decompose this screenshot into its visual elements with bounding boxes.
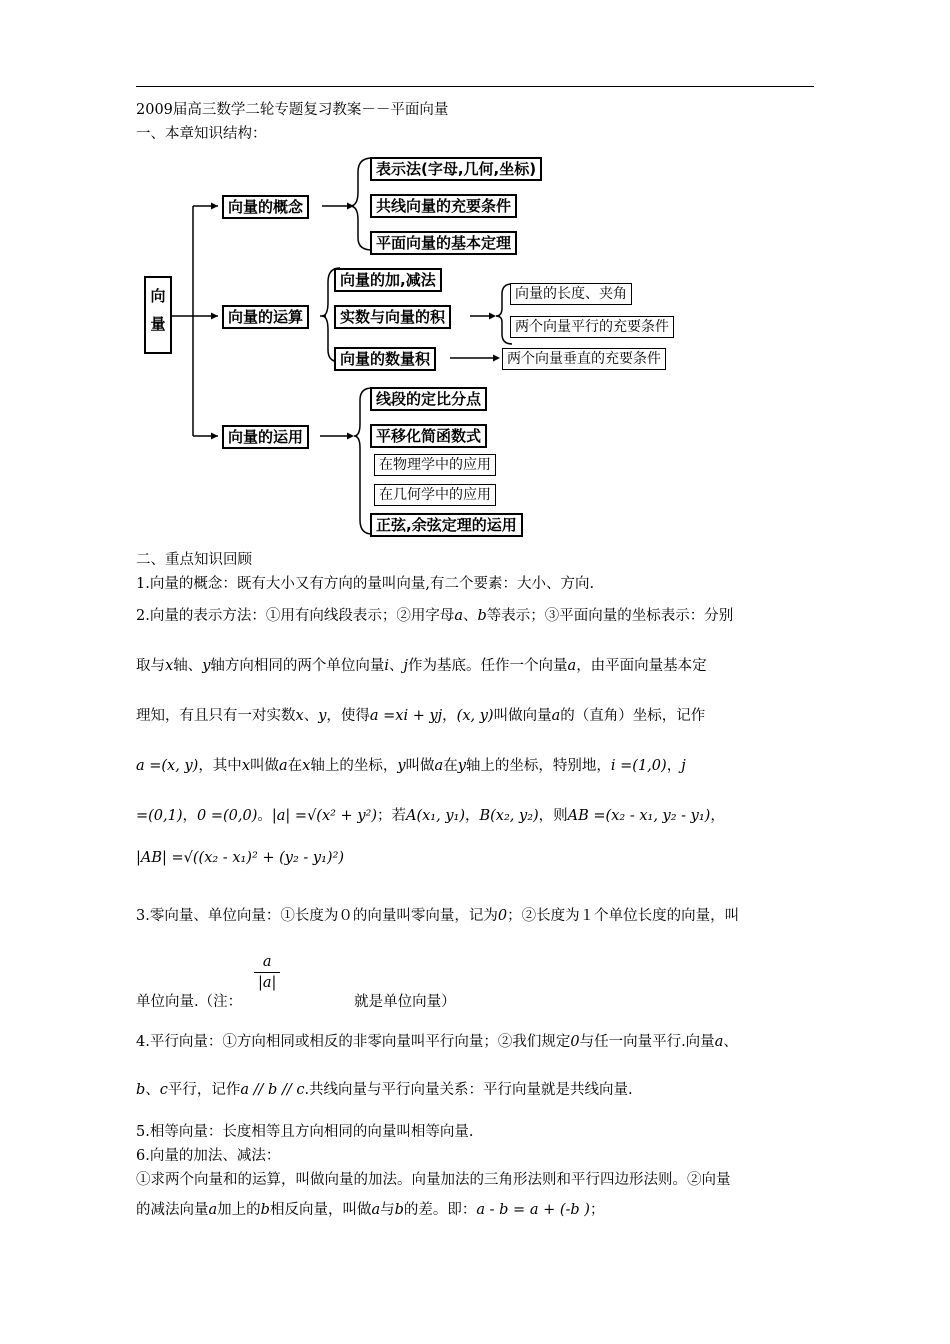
node-add-subtract: 向量的加,减法 — [334, 268, 442, 292]
knowledge-structure-connectors — [0, 0, 950, 560]
section-heading-review: 二、重点知识回顾 — [136, 552, 252, 568]
paragraph-7-line-2: 的减法向量a加上的b相反向量，叫做a与b的差。即：a - b = a + (-b )； — [136, 1202, 605, 1218]
paragraph-4-line-1: 4.平行向量：①方向相同或相反的非零向量叫平行向量；②我们规定0与任一向量平行.向量a、 — [136, 1034, 738, 1050]
paragraph-2-line-3: 理知，有且只有一对实数x、y，使得a =xi + yj，(x, y)叫做向量a的（直角）坐标，记作 — [136, 708, 706, 724]
unit-vector-fraction: $\frac{a}{|a|}$ — [254, 952, 280, 993]
document-title: 2009届高三数学二轮专题复习教案－－平面向量 — [136, 102, 449, 118]
paragraph-2-line-2: 取与x轴、y轴方向相同的两个单位向量i、j作为基底。任作一个向量a，由平面向量基本定 — [136, 658, 707, 674]
node-division-point: 线段的定比分点 — [370, 387, 487, 411]
node-vector-application: 向量的运用 — [222, 425, 309, 449]
paragraph-1: 1.向量的概念：既有大小又有方向的量叫向量,有二个要素：大小、方向. — [136, 576, 595, 592]
node-length-angle: 向量的长度、夹角 — [510, 283, 632, 305]
paragraph-2-line-4: a =(x, y)，其中x叫做a在x轴上的坐标，y叫做a在y轴上的坐标，特别地，i =(1,0)，j — [136, 758, 686, 774]
node-vector-operation: 向量的运算 — [222, 305, 309, 329]
paragraph-3-line-1: 3.零向量、单位向量：①长度为０的向量叫零向量，记为0；②长度为１个单位长度的向量，叫 — [136, 908, 740, 924]
paragraph-4-line-2: b、c平行，记作a // b // c.共线向量与平行向量关系：平行向量就是共线向量. — [136, 1082, 633, 1098]
node-sine-cosine: 正弦,余弦定理的运用 — [370, 513, 523, 537]
paragraph-7-line-1: ①求两个向量和的运算，叫做向量的加法。向量加法的三角形法则和平行四边形法则。②向量 — [136, 1172, 731, 1188]
root-node-vector: 向量 — [144, 276, 172, 354]
node-scalar-product: 实数与向量的积 — [334, 305, 451, 329]
paragraph-2-line-6: |AB| =√((x₂ - x₁)² + (y₂ - y₁)²) — [136, 850, 345, 866]
paragraph-2-line-5: =(0,1)，0 =(0,0)。|a| =√(x² + y²)；若A(x₁, y₁)，B(x₂, y₂)，则AB =(x₂ - x₁, y₂ - y₁)， — [136, 808, 725, 824]
node-physics-application: 在物理学中的应用 — [374, 454, 496, 476]
node-dot-product: 向量的数量积 — [334, 347, 436, 371]
paragraph-3-line-2: 单位向量.（注： 就是单位向量） — [136, 994, 456, 1010]
node-representation: 表示法(字母,几何,坐标) — [370, 157, 542, 181]
node-collinear-condition: 共线向量的充要条件 — [370, 194, 517, 218]
node-geometry-application: 在几何学中的应用 — [374, 484, 496, 506]
paragraph-5: 5.相等向量：长度相等且方向相同的向量叫相等向量. — [136, 1124, 474, 1140]
node-parallel-condition: 两个向量平行的充要条件 — [510, 316, 674, 338]
paragraph-2-line-1: 2.向量的表示方法：①用有向线段表示；②用字母a、b等表示；③平面向量的坐标表示：分别 — [136, 608, 734, 624]
section-heading-structure: 一、本章知识结构： — [136, 126, 267, 142]
paragraph-6: 6.向量的加法、减法： — [136, 1148, 281, 1164]
node-basic-theorem: 平面向量的基本定理 — [370, 231, 517, 255]
node-translation: 平移化简函数式 — [370, 424, 487, 448]
node-perpendicular-condition: 两个向量垂直的充要条件 — [502, 348, 666, 370]
node-vector-concept: 向量的概念 — [222, 195, 309, 219]
